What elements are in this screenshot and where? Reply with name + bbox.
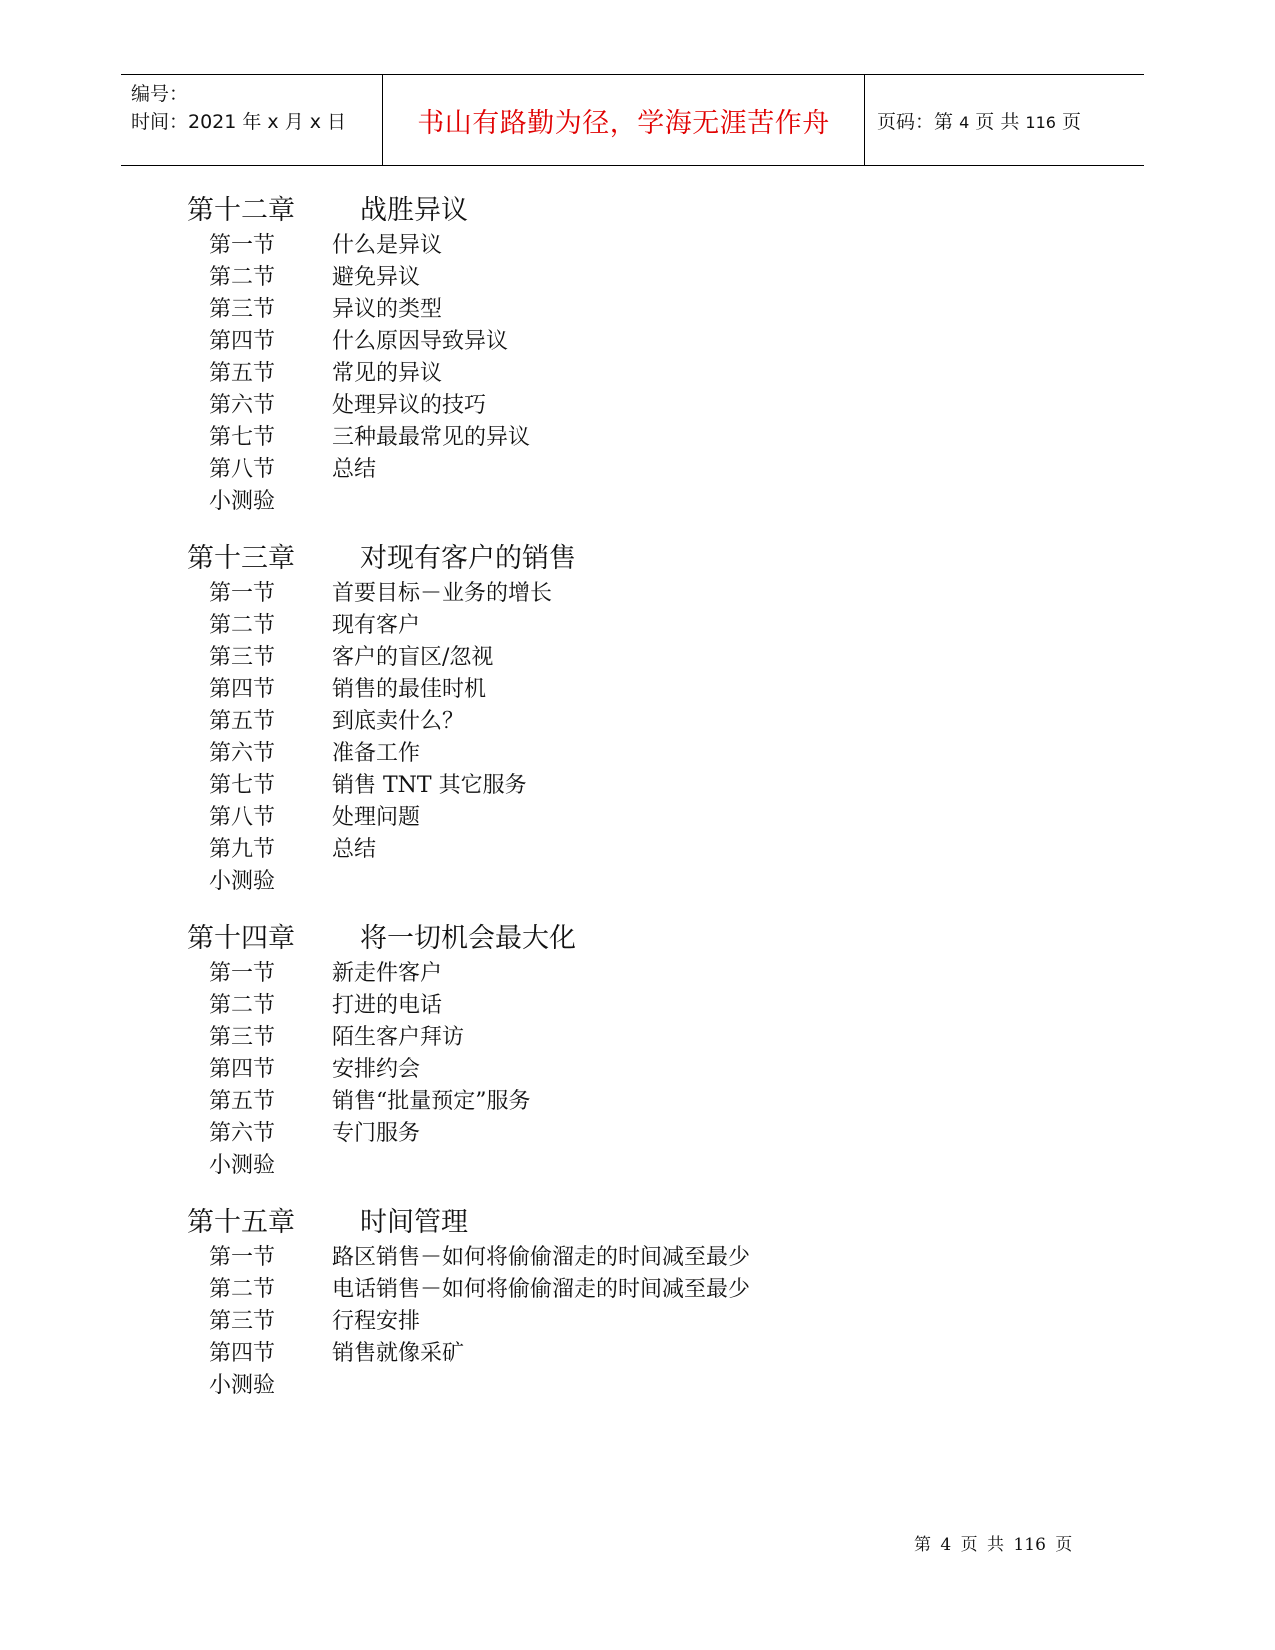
section-row — [187, 454, 1087, 486]
section-title: 常见的异议 — [332, 361, 443, 386]
section-title: 三种最最常见的异议 — [332, 425, 531, 450]
chapter-title: 对现有客户的销售 — [360, 543, 576, 574]
section-title: 到底卖什么？ — [332, 709, 465, 734]
section-row — [187, 1274, 1087, 1306]
section-row — [187, 294, 1087, 326]
section-row — [187, 1022, 1087, 1054]
section-number: 第三节 — [209, 1309, 276, 1334]
chapter-number: 第十三章 — [187, 543, 295, 574]
section-row — [187, 1150, 1087, 1182]
chapter-number: 第十五章 — [187, 1207, 295, 1238]
table-of-contents — [187, 192, 1087, 1424]
section-row — [187, 486, 1087, 518]
section-row — [187, 738, 1087, 770]
section-number: 第五节 — [209, 1089, 276, 1114]
section-title: 销售的最佳时机 — [332, 677, 487, 702]
section-title: 处理异议的技巧 — [332, 393, 487, 418]
section-title: 异议的类型 — [332, 297, 443, 322]
section-row — [187, 770, 1087, 802]
section-number: 小测验 — [209, 489, 276, 514]
header-motto-cell — [382, 75, 865, 165]
section-row — [187, 326, 1087, 358]
section-number: 第五节 — [209, 361, 276, 386]
section-title: 避免异议 — [332, 265, 421, 290]
chapter-title: 将一切机会最大化 — [360, 923, 576, 954]
section-row — [187, 390, 1087, 422]
chapter-title: 时间管理 — [360, 1207, 468, 1238]
header-page-code — [877, 107, 1081, 134]
chapter-title: 战胜异议 — [360, 195, 468, 226]
section-number: 小测验 — [209, 869, 276, 894]
page-header — [121, 74, 1144, 166]
section-row — [187, 1118, 1087, 1150]
section-title: 电话销售－如何将偷偷溜走的时间减至最少 — [332, 1277, 751, 1302]
chapter-block — [187, 1204, 1087, 1402]
section-row — [187, 1086, 1087, 1118]
chapter-heading — [187, 920, 1087, 958]
section-number: 第八节 — [209, 805, 276, 830]
section-title: 陌生客户拜访 — [332, 1025, 465, 1050]
section-number: 第二节 — [209, 993, 276, 1018]
section-title: 新走件客户 — [332, 961, 443, 986]
section-number: 第六节 — [209, 1121, 276, 1146]
chapter-block — [187, 540, 1087, 898]
section-number: 第四节 — [209, 329, 276, 354]
section-row — [187, 866, 1087, 898]
section-number: 第九节 — [209, 837, 276, 862]
section-title: 首要目标－业务的增长 — [332, 581, 553, 606]
header-info-cell — [121, 75, 382, 165]
section-row — [187, 802, 1087, 834]
section-number: 第五节 — [209, 709, 276, 734]
section-row — [187, 358, 1087, 390]
chapter-block — [187, 192, 1087, 518]
section-number: 第一节 — [209, 1245, 276, 1270]
section-row — [187, 262, 1087, 294]
page-label: 页码：第 — [877, 110, 954, 133]
section-number: 第一节 — [209, 961, 276, 986]
header-motto: 书山有路勤为径，学海无涯苦作舟 — [417, 107, 830, 139]
chapter-heading — [187, 192, 1087, 230]
chapter-number: 第十二章 — [187, 195, 295, 226]
section-row — [187, 422, 1087, 454]
section-number: 第三节 — [209, 1025, 276, 1050]
section-row — [187, 834, 1087, 866]
section-number: 第一节 — [209, 233, 276, 258]
section-row — [187, 1370, 1087, 1402]
section-number: 第八节 — [209, 457, 276, 482]
section-row — [187, 642, 1087, 674]
section-number: 第二节 — [209, 1277, 276, 1302]
section-number: 第二节 — [209, 613, 276, 638]
chapter-heading — [187, 540, 1087, 578]
section-row — [187, 1054, 1087, 1086]
section-title: 专门服务 — [332, 1121, 421, 1146]
section-title: 销售 TNT 其它服务 — [332, 773, 527, 798]
section-row — [187, 1306, 1087, 1338]
section-number: 第七节 — [209, 425, 276, 450]
section-title: 客户的盲区/忽视 — [332, 645, 494, 670]
section-number: 第三节 — [209, 297, 276, 322]
section-number: 第一节 — [209, 581, 276, 606]
section-title: 打进的电话 — [332, 993, 443, 1018]
page-end-label: 页 — [1061, 110, 1081, 133]
section-number: 小测验 — [209, 1373, 276, 1398]
section-number: 第七节 — [209, 773, 276, 798]
section-number: 第四节 — [209, 677, 276, 702]
section-row — [187, 990, 1087, 1022]
section-title: 总结 — [332, 457, 377, 482]
header-page-cell — [865, 75, 1144, 165]
chapter-heading — [187, 1204, 1087, 1242]
section-number: 第六节 — [209, 393, 276, 418]
section-title: 总结 — [332, 837, 377, 862]
section-number: 第三节 — [209, 645, 276, 670]
section-title: 安排约会 — [332, 1057, 421, 1082]
section-row — [187, 706, 1087, 738]
section-title: 什么原因导致异议 — [332, 329, 509, 354]
chapter-block — [187, 920, 1087, 1182]
section-number: 第六节 — [209, 741, 276, 766]
section-title: 销售就像采矿 — [332, 1341, 465, 1366]
section-title: 行程安排 — [332, 1309, 421, 1334]
section-row — [187, 958, 1087, 990]
section-row — [187, 1338, 1087, 1370]
document-number-label: 编号： — [131, 83, 189, 105]
page-total: 116 — [1025, 112, 1056, 132]
page-mid-label: 页 共 — [975, 110, 1020, 133]
section-title: 现有客户 — [332, 613, 421, 638]
section-row — [187, 578, 1087, 610]
section-title: 处理问题 — [332, 805, 421, 830]
section-number: 小测验 — [209, 1153, 276, 1178]
section-number: 第四节 — [209, 1057, 276, 1082]
section-row — [187, 674, 1087, 706]
section-row — [187, 610, 1087, 642]
section-title: 什么是异议 — [332, 233, 443, 258]
document-time-label: 时间：2021 年 x 月 x 日 — [131, 111, 347, 133]
section-row — [187, 1242, 1087, 1274]
section-title: 路区销售－如何将偷偷溜走的时间减至最少 — [332, 1245, 751, 1270]
section-number: 第二节 — [209, 265, 276, 290]
section-row — [187, 230, 1087, 262]
page-footer: 第 4 页 共 116 页 — [914, 1535, 1073, 1555]
page-number: 4 — [959, 112, 970, 132]
section-title: 准备工作 — [332, 741, 421, 766]
section-title: 销售“批量预定”服务 — [332, 1089, 531, 1114]
chapter-number: 第十四章 — [187, 923, 295, 954]
section-number: 第四节 — [209, 1341, 276, 1366]
